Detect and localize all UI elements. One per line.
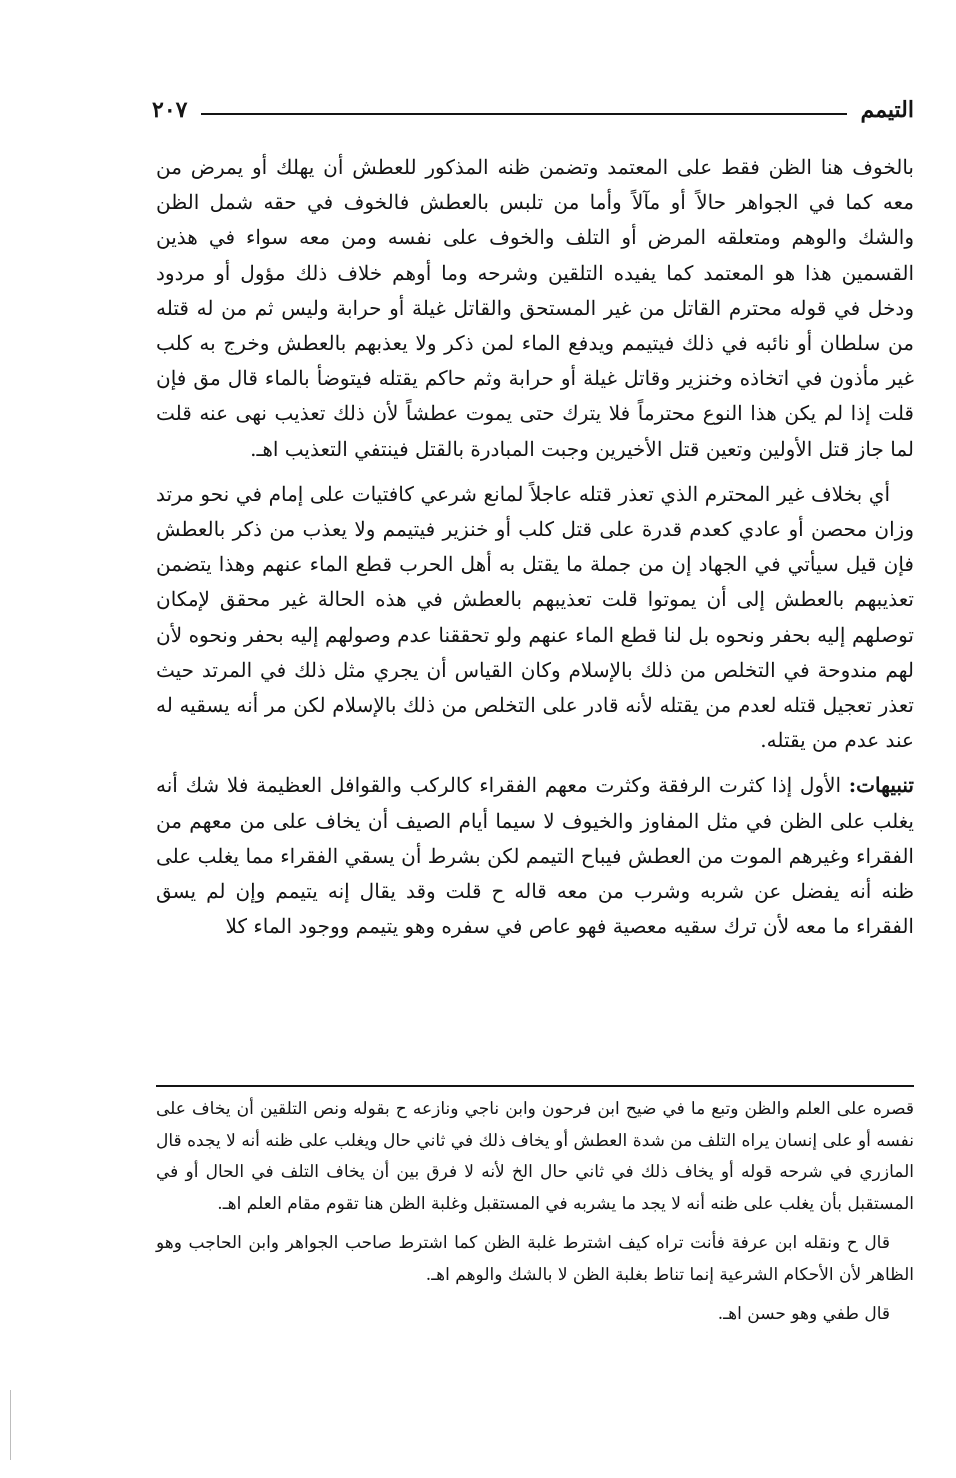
paragraph-3 — [156, 768, 914, 944]
paragraph-1: بالخوف هنا الظن فقط على المعتمد وتضمن ظنه المذكور للعطش أن يهلك أو يمرض من معه كما في الجواهر حالاً أو مآلاً وأما من تلبس بالعطش فالخوف في حقه شمل الظن والشك والوهم ومتعلقه المرض أو التلف والخوف على نفسه ومن معه سواء في هذين القسمين هذا هو المعتمد كما يفيده التلقين وشرحه وما أوهم خلاف ذلك مؤول أو مردود ودخل في قوله محترم القاتل من غير المستحق والقاتل غيلة أو حرابة وليس ثم من له قتله من سلطان أو نائبه في ذلك فيتيمم ويدفع الماء لمن ذكر ولا يعذبهم بالعطش وخرج به كلب غير مأذون في اتخاذه وخنزير وقاتل غيلة أو حرابة وثم حاكم يقتله فيتوضأ بالماء قال مق فإن قلت إذا لم يكن هذا النوع محترماً فلا يترك حتى يموت عطشاً لأن ذلك تعذيب نهى عنه قلت لما جاز قتل الأولين وتعين قتل الأخيرين وجبت المبادرة بالقتل فينتفي التعذيب اهـ. — [156, 155, 914, 461]
notes-heading: تنبيهات: — [848, 773, 914, 798]
footnote-1: قصره على العلم والظن وتبع ما في ضيح ابن فرحون وابن ناجي ونازعه ح بقوله ونص التلقين أن يخاف على نفسه أو على إنسان يراه التلف من شدة العطش أو يخاف ذلك في ثاني حال ويغلب على ظنه أنه لا يجده قال المازري في شرحه قوله أو يخاف ذلك في ثاني حال الخ لأنه لا فرق بين أن يخاف التلف في الحال أو في المستقبل بأن يغلب على ظنه أنه لا يجد ما يشربه في المستقبل وغلبة الظن هنا تقوم مقام العلم اهـ. — [156, 1099, 914, 1214]
chapter-title: التيمم — [860, 97, 914, 123]
footnote-separator — [156, 1085, 914, 1087]
scan-margin-line — [10, 1390, 11, 1460]
paragraph-3-text: الأول إذا كثرت الرفقة وكثرت معهم الفقراء كالركب والقوافل العظيمة فلا شك أنه يغلب على الظن في مثل المفاوز والخيوف لا سيما أيام الصيف أن يخاف على من معهم من الفقراء وغيرهم الموت من العطش فيباح التيمم لكن بشرط أن يسقي الفقراء مما يغلب على ظنه أنه يفضل عن شربه وشرب من معه قاله ح قلت وقد يقال إنه يتيمم وإن لم يسق الفقراء ما معه لأن ترك سقيه معصية فهو عاص في سفره وهو يتيمم ووجود الماء كلا — [156, 773, 914, 939]
footnotes — [156, 1094, 914, 1331]
running-header — [152, 92, 914, 128]
footnote-2: قال ح ونقله ابن عرفة فأنت تراه كيف اشترط غلبة الظن كما اشترط صاحب الجواهر وابن الحاجب وهو الظاهر لأن الأحكام الشرعية إنما تناط بغلبة الظن لا بالشك والوهم اهـ. — [156, 1233, 914, 1285]
footnote-3: قال طفي وهو حسن اهـ. — [717, 1304, 890, 1324]
header-rule — [201, 113, 846, 115]
main-text — [156, 150, 914, 944]
paragraph-2: أي بخلاف غير المحترم الذي تعذر قتله عاجلاً لمانع شرعي كافتيات على إمام في نحو مرتد وزان محصن أو عادي كعدم قدرة على قتل كلب أو خنزير فيتيمم ولا يعذب من ذكر بالعطش فإن قيل سيأتي في الجهاد إن من جملة ما يقتل به أهل الحرب قطع الماء عنهم وهذا يتضمن تعذيبهم بالعطش إلى أن يموتوا قلت تعذيبهم بالعطش في هذه الحالة غير محقق لإمكان توصلهم إليه بحفر ونحوه بل لنا قطع الماء عنهم ولو تحققنا عدم وصولهم إليه بحفر ونحوه لأن لهم مندوحة في التخلص من ذلك بالإسلام وكان القياس أن يجري مثل ذلك في المرتد حيث تعذر تعجيل قتله لعدم من يقتله لأنه قادر على التخلص من ذلك بالإسلام لكن مر أنه يسقيه له عند عدم من يقتله. — [156, 481, 914, 753]
page-number: ٢٠٧ — [152, 97, 188, 123]
